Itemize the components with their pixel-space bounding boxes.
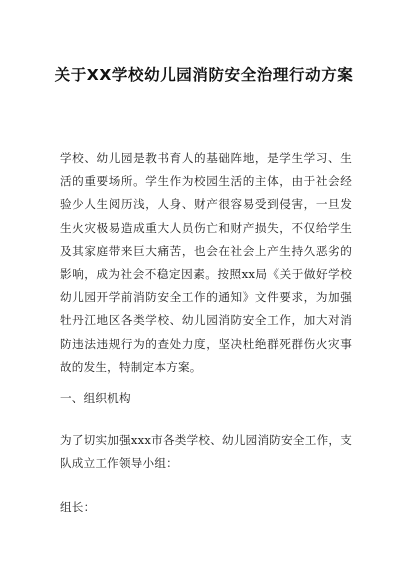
leader-label: 组长： bbox=[60, 500, 96, 514]
organization-paragraph: 为了切实加强xxx市各类学校、幼儿园消防安全工作，支队成立工作领导小组： bbox=[60, 433, 352, 471]
intro-paragraph: 学校、幼儿园是教书育人的基础阵地，是学生学习、生活的重要场所。学生作为校园生活的主体，由于社会经验少人生阅历浅，人身、财产很容易受到侵害，一旦发生火灾极易造成重大人员伤亡和财产损失，不仅给学生及其家庭带来巨大痛苦，也会在社会上产生持久恶劣的影响，成为社会不稳定因素。按照xx局《关于做好学校幼儿园开学前消防安全工作的通知》文件要求，为加强牡丹江地区各类学校、幼儿园消防安全工作，加大对消防违法违规行为的查处力度，坚决杜绝群死群伤火灾事故的发生，特制定本方案。 bbox=[60, 151, 352, 374]
document-title: 关于XX学校幼儿园消防安全治理行动方案 bbox=[54, 66, 354, 84]
section-heading-organization: 一、组织机构 bbox=[60, 391, 131, 405]
